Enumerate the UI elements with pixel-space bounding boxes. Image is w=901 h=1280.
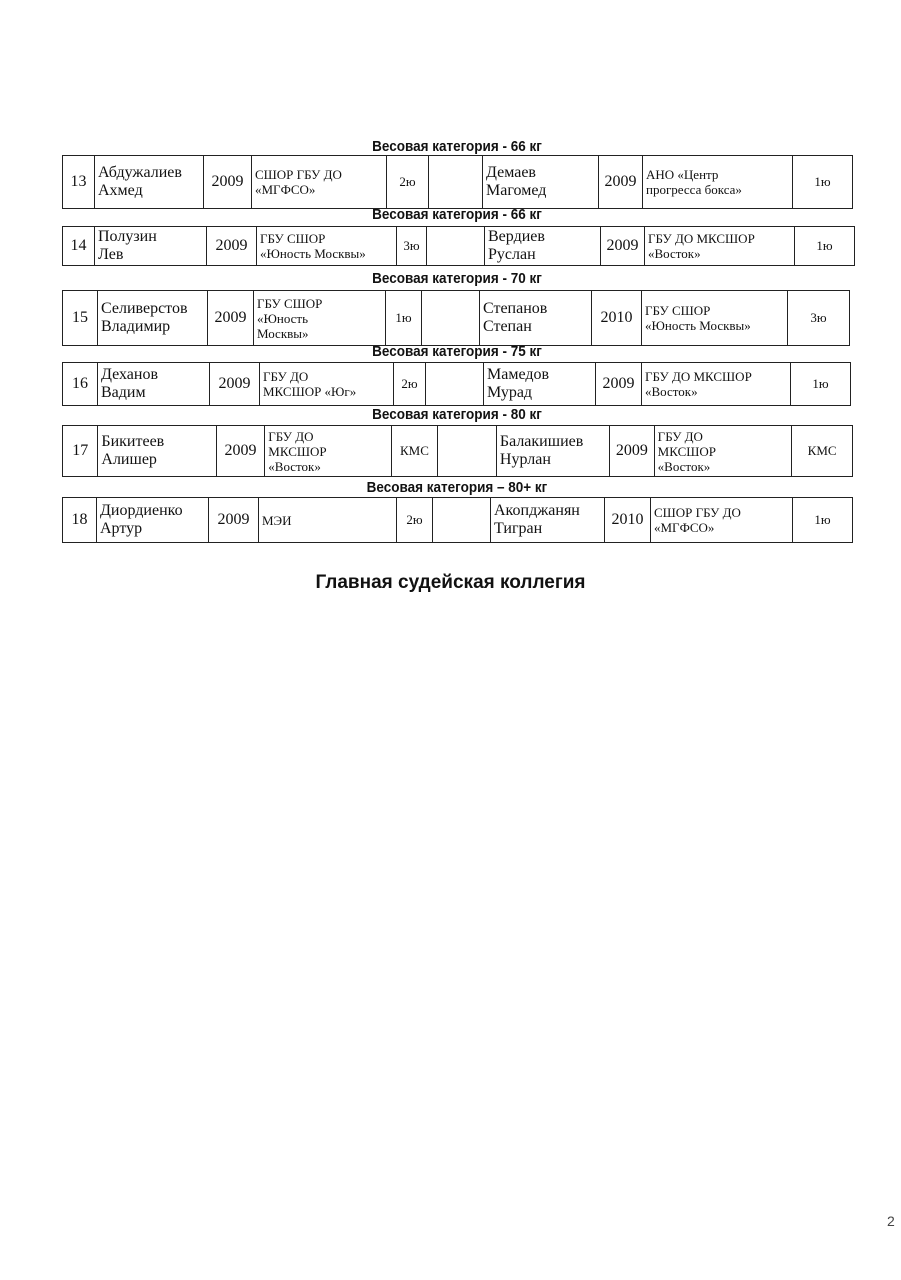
fighter-a-rank: 2ю (394, 363, 426, 406)
category-title: Весовая категория - 66 кг (372, 206, 542, 223)
bout-row (62, 226, 855, 266)
empty-cell (426, 363, 484, 406)
fighter-b-club: ГБУ ДО МКСШОР «Восток» (642, 363, 791, 406)
fighter-a-club: СШОР ГБУ ДО «МГФСО» (252, 156, 387, 209)
bout-number: 17 (63, 426, 98, 477)
empty-cell (433, 498, 491, 543)
fighter-a-club: ГБУ ДО МКСШОР «Восток» (265, 426, 391, 477)
fighter-a-rank: 3ю (397, 227, 427, 266)
fighter-b-rank: 1ю (795, 227, 855, 266)
fighter-a-club: ГБУ СШОР «Юность Москвы» (257, 227, 397, 266)
footer-title: Главная судейская коллегия (315, 572, 586, 593)
fighter-b-year: 2009 (601, 227, 645, 266)
fighter-b-club: ГБУ ДО МКСШОР «Восток» (654, 426, 792, 477)
empty-cell (429, 156, 483, 209)
fighter-b-club: СШОР ГБУ ДО «МГФСО» (651, 498, 793, 543)
empty-cell (438, 426, 497, 477)
fighter-b-club: ГБУ ДО МКСШОР «Восток» (645, 227, 795, 266)
bout-number: 16 (63, 363, 98, 406)
fighter-b-name: Демаев Магомед (483, 156, 599, 209)
fighter-b-name: Мамедов Мурад (484, 363, 596, 406)
fighter-a-rank: 1ю (386, 291, 422, 346)
fighter-b-year: 2009 (599, 156, 643, 209)
empty-cell (422, 291, 480, 346)
fighter-a-name: Деханов Вадим (98, 363, 210, 406)
bout-number: 15 (63, 291, 98, 346)
fighter-a-rank: 2ю (387, 156, 429, 209)
fighter-b-club: АНО «Центр прогресса бокса» (643, 156, 793, 209)
bout-row (62, 497, 853, 543)
fighter-a-year: 2009 (208, 291, 254, 346)
fighter-a-name: Диордиенко Артур (97, 498, 209, 543)
fighter-b-name: Балакишиев Нурлан (496, 426, 609, 477)
category-title: Весовая категория - 70 кг (372, 270, 542, 287)
fighter-b-name: Степанов Степан (480, 291, 592, 346)
bout-number: 13 (63, 156, 95, 209)
fighter-a-year: 2009 (216, 426, 265, 477)
fighter-a-rank: КМС (391, 426, 438, 477)
category-title: Весовая категория - 66 кг (372, 138, 542, 155)
category-title: Весовая категория - 80 кг (372, 406, 542, 423)
fighter-a-club: ГБУ СШОР «Юность Москвы» (254, 291, 386, 346)
fighter-a-year: 2009 (209, 498, 259, 543)
fighter-b-rank: 1ю (793, 498, 853, 543)
bout-row (62, 362, 851, 406)
fighter-b-rank: 1ю (793, 156, 853, 209)
fighter-b-year: 2009 (596, 363, 642, 406)
page-number: 2 (887, 1213, 895, 1229)
bout-number: 14 (63, 227, 95, 266)
fighter-b-name: Вердиев Руслан (485, 227, 601, 266)
bout-row (62, 425, 853, 477)
fighter-b-club: ГБУ СШОР «Юность Москвы» (642, 291, 788, 346)
fighter-b-year: 2010 (605, 498, 651, 543)
fighter-b-year: 2009 (610, 426, 655, 477)
fighter-a-year: 2009 (204, 156, 252, 209)
empty-cell (427, 227, 485, 266)
fighter-b-name: Акопджанян Тигран (491, 498, 605, 543)
fighter-a-year: 2009 (210, 363, 260, 406)
fighter-a-rank: 2ю (397, 498, 433, 543)
fighter-b-year: 2010 (592, 291, 642, 346)
fighter-b-rank: КМС (792, 426, 853, 477)
fighter-a-name: Бикитеев Алишер (98, 426, 216, 477)
fighter-a-club: ГБУ ДО МКСШОР «Юг» (260, 363, 394, 406)
fighter-a-name: Абдужалиев Ахмед (95, 156, 204, 209)
fighter-b-rank: 3ю (788, 291, 850, 346)
fighter-b-rank: 1ю (791, 363, 851, 406)
category-title: Весовая категория - 75 кг (372, 343, 542, 360)
category-title: Весовая категория – 80+ кг (366, 479, 548, 496)
fighter-a-club: МЭИ (259, 498, 397, 543)
bout-row (62, 155, 853, 209)
bout-row (62, 290, 850, 346)
bout-number: 18 (63, 498, 97, 543)
fighter-a-name: Полузин Лев (95, 227, 207, 266)
fighter-a-year: 2009 (207, 227, 257, 266)
fighter-a-name: Селиверстов Владимир (98, 291, 208, 346)
